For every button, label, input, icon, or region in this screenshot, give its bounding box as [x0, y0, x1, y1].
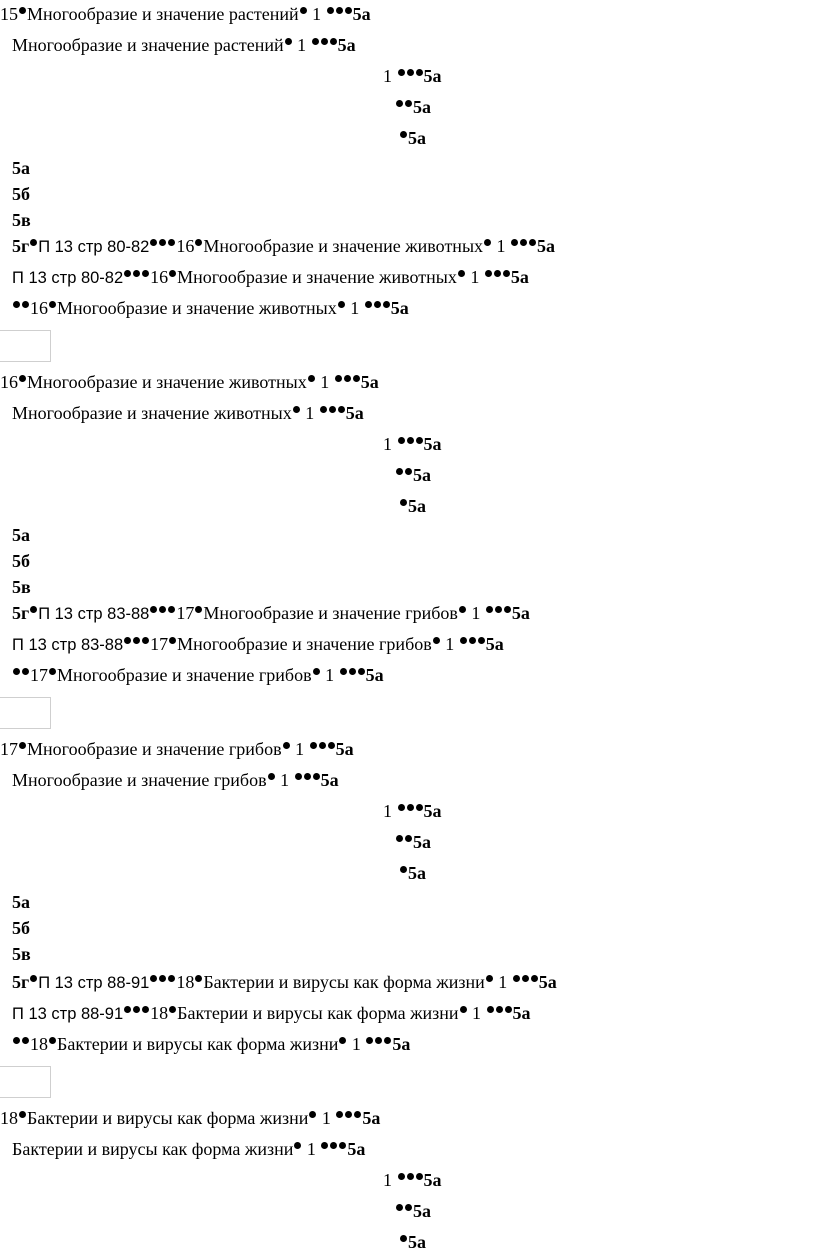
bullet-icon — [396, 100, 403, 107]
bullet-icon — [335, 375, 342, 382]
bullet-icon — [133, 270, 140, 277]
bullet-icon — [353, 375, 360, 382]
bullet-icon — [460, 637, 467, 644]
block-17-line-1: 17 Многообразие и значение грибов 1 5а — [0, 739, 354, 759]
bullet-icon — [458, 270, 465, 277]
topic-number: 18 — [0, 1108, 18, 1128]
topic-title: Многообразие и значение грибов — [27, 739, 282, 759]
bullet-icon — [168, 975, 175, 982]
bullet-icon — [133, 1006, 140, 1013]
bullet-icon — [398, 804, 405, 811]
bullet-icon — [478, 637, 485, 644]
bullet-icon — [313, 668, 320, 675]
bullet-icon — [168, 606, 175, 613]
bullet-icon — [400, 1235, 407, 1242]
bullet-icon — [330, 1142, 337, 1149]
bullet-icon — [366, 1037, 373, 1044]
bullet-icon — [329, 406, 336, 413]
bullet-icon — [459, 606, 466, 613]
bullet-icon — [531, 975, 538, 982]
bullet-icon — [13, 668, 20, 675]
block-17-line-4: 5а — [395, 832, 431, 852]
page-reference: П 13 стр 88-91 — [38, 974, 150, 992]
bullet-icon — [469, 637, 476, 644]
topic-title: Многообразие и значение животных — [27, 372, 307, 392]
block-16-line-3: 1 5а — [383, 434, 442, 454]
bullet-icon — [505, 1006, 512, 1013]
bullet-icon — [407, 69, 414, 76]
bullet-icon — [338, 406, 345, 413]
bullet-icon — [19, 375, 26, 382]
bullet-icon — [49, 668, 56, 675]
bullet-icon — [142, 270, 149, 277]
bullet-icon — [339, 1142, 346, 1149]
block-17-line-5: 5а — [399, 863, 426, 883]
bullet-icon — [195, 239, 202, 246]
class-5b: 5б — [12, 551, 30, 571]
block-16-line-1: 16 Многообразие и значение животных 1 5а — [0, 372, 379, 392]
bullet-icon — [13, 301, 20, 308]
bullet-icon — [484, 239, 491, 246]
bullet-icon — [159, 239, 166, 246]
bullet-icon — [295, 773, 302, 780]
bullet-icon — [300, 7, 307, 14]
bullet-icon — [313, 773, 320, 780]
bullet-icon — [169, 1006, 176, 1013]
bullet-icon — [294, 1142, 301, 1149]
class-5a: 5а — [12, 525, 30, 545]
bullet-icon — [327, 7, 334, 14]
block-16-line-4: 5а — [395, 465, 431, 485]
bullet-icon — [365, 301, 372, 308]
bullet-icon — [374, 301, 381, 308]
bullet-icon — [433, 637, 440, 644]
bullet-icon — [486, 606, 493, 613]
block-18-line-4: 5а — [395, 1201, 431, 1221]
block-17-line-3: 1 5а — [383, 801, 442, 821]
bullet-icon — [159, 606, 166, 613]
block-15-line-2: Многообразие и значение растений 1 5а — [12, 35, 356, 55]
block-15-line-3: 1 5а — [383, 66, 442, 86]
bullet-icon — [19, 7, 26, 14]
bullet-icon — [321, 38, 328, 45]
bullet-icon — [375, 1037, 382, 1044]
bullet-icon — [520, 239, 527, 246]
bullet-icon — [30, 239, 37, 246]
bullet-icon — [19, 742, 26, 749]
bullet-icon — [310, 742, 317, 749]
bullet-icon — [142, 637, 149, 644]
bullet-icon — [22, 1037, 29, 1044]
bullet-icon — [336, 1111, 343, 1118]
bullet-icon — [142, 1006, 149, 1013]
bullet-icon — [308, 375, 315, 382]
bullet-icon — [150, 239, 157, 246]
bullet-icon — [349, 668, 356, 675]
bullet-icon — [30, 975, 37, 982]
bullet-icon — [150, 975, 157, 982]
bullet-icon — [396, 835, 403, 842]
class-5b: 5б — [12, 918, 30, 938]
block-15-line-10: П 13 стр 80-82 16 Многообразие и значение животных 1 5а — [12, 267, 529, 287]
bullet-icon — [383, 301, 390, 308]
bullet-icon — [285, 38, 292, 45]
bullet-icon — [400, 499, 407, 506]
bullet-icon — [22, 668, 29, 675]
block-18-line-2: Бактерии и вирусы как форма жизни 1 5а — [12, 1139, 366, 1159]
bullet-icon — [494, 270, 501, 277]
page-reference: П 13 стр 83-88 — [38, 605, 150, 623]
bullet-icon — [268, 773, 275, 780]
bullet-icon — [416, 1173, 423, 1180]
bullet-icon — [150, 606, 157, 613]
bullet-icon — [283, 742, 290, 749]
bullet-icon — [309, 1111, 316, 1118]
bullet-icon — [30, 606, 37, 613]
bullet-icon — [396, 468, 403, 475]
bullet-icon — [407, 1173, 414, 1180]
bullet-icon — [486, 975, 493, 982]
class-5a: 5а — [12, 892, 30, 912]
bullet-icon — [321, 1142, 328, 1149]
bullet-icon — [522, 975, 529, 982]
block-17-line-10: П 13 стр 88-91 18 Бактерии и вирусы как форма жизни 1 5а — [12, 1003, 531, 1023]
bullet-icon — [398, 437, 405, 444]
bullet-icon — [513, 975, 520, 982]
bullet-icon — [460, 1006, 467, 1013]
bullet-icon — [384, 1037, 391, 1044]
topic-title: Многообразие и значение растений — [27, 4, 299, 24]
bullet-icon — [407, 804, 414, 811]
block-17-line-11: 18 Бактерии и вирусы как форма жизни 1 5а — [12, 1034, 410, 1054]
bullet-icon — [416, 69, 423, 76]
bullet-icon — [169, 270, 176, 277]
block-15-line-4: 5а — [395, 97, 431, 117]
bullet-icon — [330, 38, 337, 45]
bullet-icon — [22, 301, 29, 308]
class-label: 5а — [352, 4, 371, 24]
bullet-icon — [159, 975, 166, 982]
bullet-icon — [396, 1204, 403, 1211]
bullet-icon — [416, 437, 423, 444]
bullet-icon — [312, 38, 319, 45]
block-16-line-10: П 13 стр 83-88 17 Многообразие и значение грибов 1 5а — [12, 634, 504, 654]
bullet-icon — [487, 1006, 494, 1013]
bullet-icon — [124, 637, 131, 644]
class-5v: 5в — [12, 210, 31, 230]
bullet-icon — [320, 406, 327, 413]
bullet-icon — [168, 239, 175, 246]
bullet-icon — [340, 668, 347, 675]
block-15-line-1: 15 Многообразие и значение растений 1 5а — [0, 4, 371, 24]
block-16-line-9: 5г П 13 стр 83-88 17 Многообразие и значение грибов 1 5а — [12, 603, 530, 623]
bullet-icon — [529, 239, 536, 246]
page-reference: П 13 стр 80-82 — [38, 238, 150, 256]
block-16-line-11: 17 Многообразие и значение грибов 1 5а — [12, 665, 384, 685]
bullet-icon — [495, 606, 502, 613]
bullet-icon — [400, 866, 407, 873]
topic-number: 17 — [0, 739, 18, 759]
block-16-line-5: 5а — [399, 496, 426, 516]
bullet-icon — [345, 7, 352, 14]
class-5b: 5б — [12, 184, 30, 204]
topic-number: 15 — [0, 4, 18, 24]
bullet-icon — [304, 773, 311, 780]
empty-image-frame — [0, 1066, 51, 1098]
block-15-line-11: 16 Многообразие и значение животных 1 5а — [12, 298, 409, 318]
bullet-icon — [354, 1111, 361, 1118]
empty-image-frame — [0, 330, 51, 362]
bullet-icon — [504, 606, 511, 613]
bullet-icon — [344, 375, 351, 382]
block-15-line-9: 5г П 13 стр 80-82 16 Многообразие и значение животных 1 5а — [12, 236, 556, 256]
bullet-icon — [124, 1006, 131, 1013]
bullet-icon — [49, 301, 56, 308]
block-18-line-1: 18 Бактерии и вирусы как форма жизни 1 5а — [0, 1108, 381, 1128]
bullet-icon — [398, 1173, 405, 1180]
bullet-icon — [13, 1037, 20, 1044]
bullet-icon — [503, 270, 510, 277]
block-18-line-5: 5а — [399, 1232, 426, 1252]
block-15-line-5: 5а — [399, 128, 426, 148]
block-16-line-2: Многообразие и значение животных 1 5а — [12, 403, 364, 423]
block-18-line-3: 1 5а — [383, 1170, 442, 1190]
block-17-line-2: Многообразие и значение грибов 1 5а — [12, 770, 339, 790]
bullet-icon — [19, 1111, 26, 1118]
bullet-icon — [133, 637, 140, 644]
bullet-icon — [169, 637, 176, 644]
bullet-icon — [496, 1006, 503, 1013]
bullet-icon — [338, 301, 345, 308]
bullet-icon — [407, 437, 414, 444]
bullet-icon — [405, 835, 412, 842]
bullet-icon — [358, 668, 365, 675]
bullet-icon — [195, 606, 202, 613]
bullet-icon — [416, 804, 423, 811]
bullet-icon — [319, 742, 326, 749]
bullet-icon — [405, 468, 412, 475]
bullet-icon — [336, 7, 343, 14]
topic-title: Бактерии и вирусы как форма жизни — [27, 1108, 309, 1128]
block-17-line-9: 5г П 13 стр 88-91 18 Бактерии и вирусы как форма жизни 1 5а — [12, 972, 557, 992]
bullet-icon — [398, 69, 405, 76]
bullet-icon — [405, 1204, 412, 1211]
class-5v: 5в — [12, 944, 31, 964]
bullet-icon — [339, 1037, 346, 1044]
bullet-icon — [400, 131, 407, 138]
empty-image-frame — [0, 697, 51, 729]
bullet-icon — [328, 742, 335, 749]
bullet-icon — [345, 1111, 352, 1118]
class-5v: 5в — [12, 577, 31, 597]
class-5a: 5а — [12, 158, 30, 178]
bullet-icon — [49, 1037, 56, 1044]
bullet-icon — [405, 100, 412, 107]
bullet-icon — [511, 239, 518, 246]
bullet-icon — [293, 406, 300, 413]
topic-number: 16 — [0, 372, 18, 392]
bullet-icon — [195, 975, 202, 982]
bullet-icon — [124, 270, 131, 277]
bullet-icon — [485, 270, 492, 277]
